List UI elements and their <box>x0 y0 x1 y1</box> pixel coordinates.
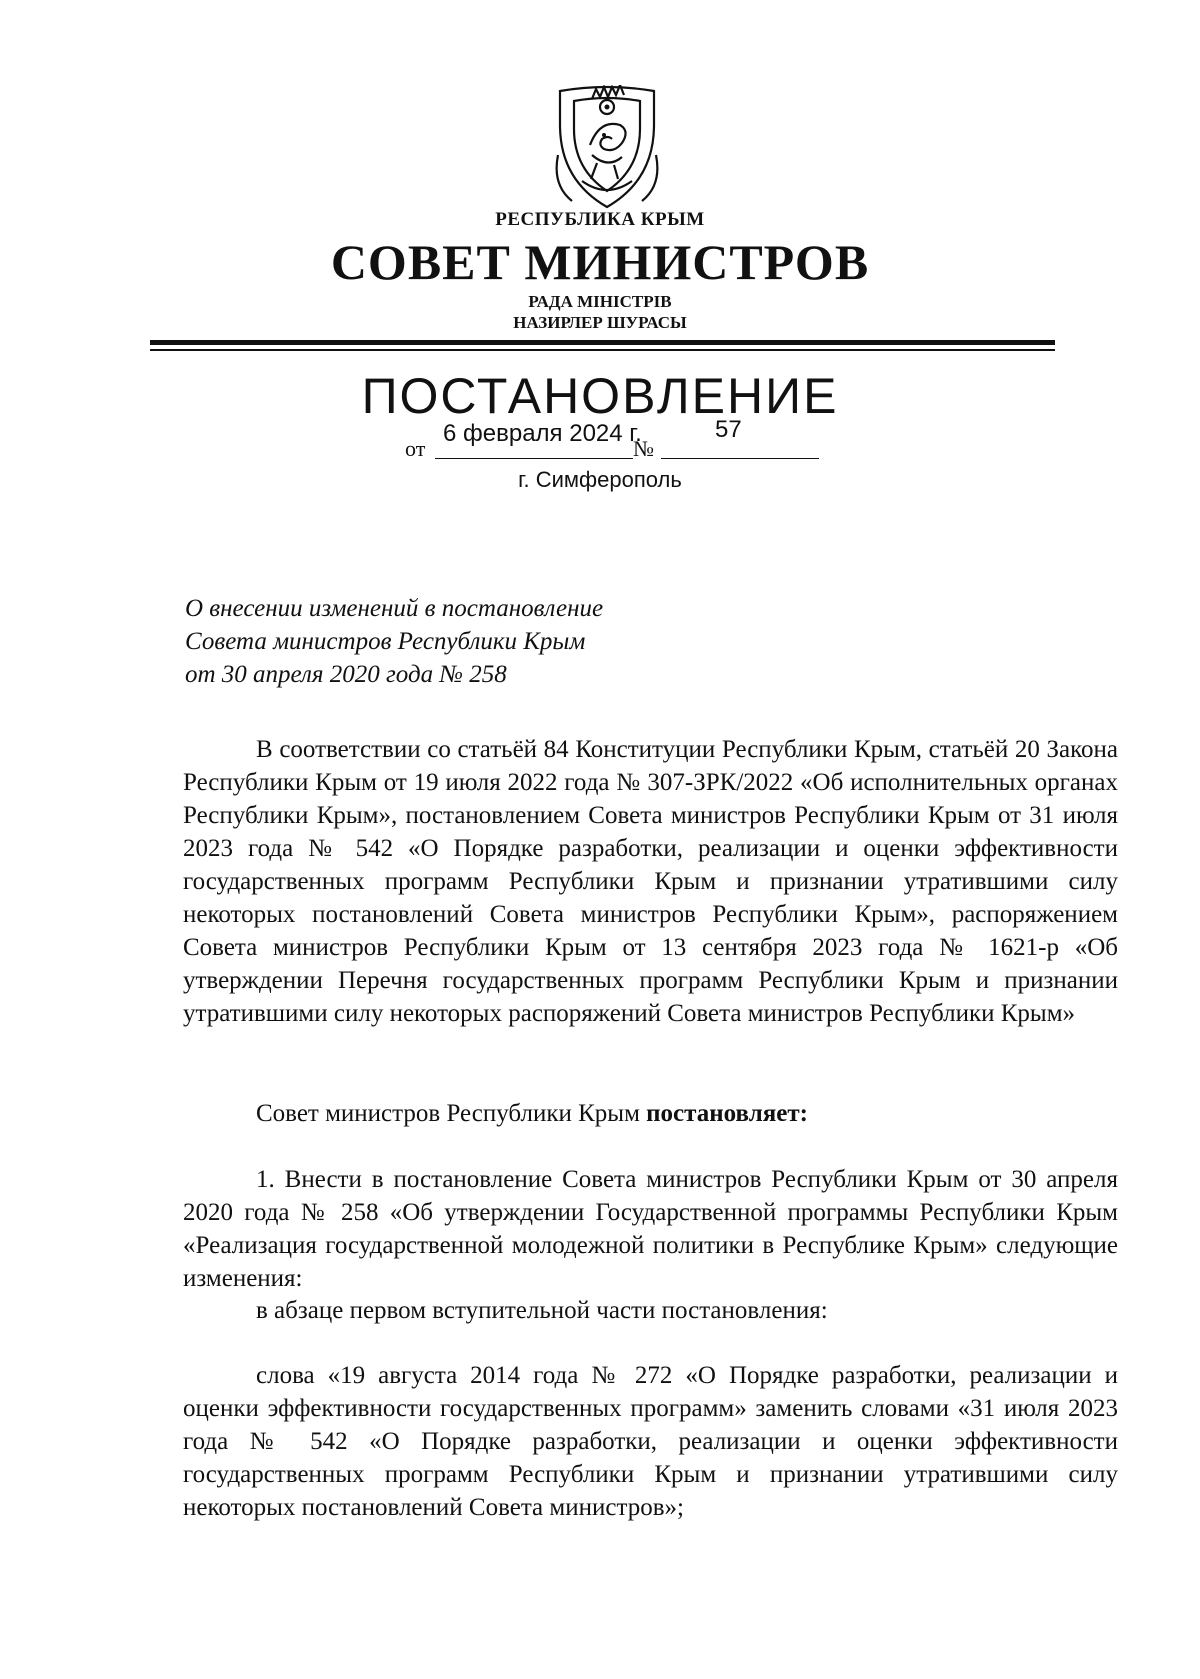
paragraph-text: в абзаце первом вступительной части постановления: <box>256 1297 828 1324</box>
crimea-coat-of-arms-icon <box>552 85 662 215</box>
council-title-crimean-tatar: НАЗИРЛЕР ШУРАСЫ <box>513 313 687 332</box>
resolves-paragraph <box>183 1097 1118 1130</box>
paragraph-text: 1. Внести в постановление Совета министров Республики Крым от 30 апреля 2020 года № 258 «Об утверждении Государственной программы Республики Крым «Реализация государственной молодежной политики в Республике Крым» следующие изменения: <box>183 1166 1118 1292</box>
paragraph-text: В соответствии со статьёй 84 Конституции Республики Крым, статьёй 20 Закона Республики Крым от 19 июля 2022 года № 307-ЗРК/2022 «Об исполнительных органах Республики Крым», постановлением Совета министров Республики Крым от 31 июля 2023 года № 542 «О Порядке разработки, реализации и оценки эффективности государственных программ Республики Крым и признании утратившими силу некоторых постановлений Совета министров Республики Крым», распоряжением Совета министров Республики Крым от 13 сентября 2023 года № 1621-р «Об утверждении Перечня государственных программ Республики Крым и признании утратившими силу некоторых распоряжений Совета министров Республики Крым» <box>183 736 1118 1027</box>
decree-number: 57 <box>715 416 742 443</box>
date-label: от <box>405 436 426 461</box>
header-divider-thin <box>150 349 1055 351</box>
subject-line: О внесении изменений в постановление <box>185 595 604 622</box>
council-title-ukrainian: РАДА МІНІСТРІВ <box>528 292 672 311</box>
clause-paragraph <box>183 1359 1118 1524</box>
number-underline <box>661 458 819 459</box>
date-number-line <box>405 416 825 461</box>
subject-line: от 30 апреля 2020 года № 258 <box>185 661 507 688</box>
resolves-keyword: постановляет: <box>646 1100 808 1127</box>
clause-paragraph <box>183 1294 1118 1327</box>
resolves-text: Совет министров Республики Крым <box>256 1100 647 1127</box>
decree-subject <box>185 592 785 691</box>
preamble-paragraph <box>183 733 1118 1030</box>
paragraph-text: слова «19 августа 2014 года № 272 «О Порядке разработки, реализации и оценки эффективности государственных программ» заменить словами «31 июля 2023 года № 542 «О Порядке разработки, реализации и оценки эффективности государственных программ Республики Крым и признании утратившими силу некоторых постановлений Совета министров»; <box>183 1362 1118 1521</box>
council-title: СОВЕТ МИНИСТРОВ <box>330 234 870 290</box>
header-divider-thick <box>150 340 1055 345</box>
paragraph-text <box>183 1097 1118 1130</box>
decree-title: ПОСТАНОВЛЕНИЕ <box>361 368 839 424</box>
number-label: № <box>633 436 654 461</box>
city-name: г. Симферополь <box>518 467 682 492</box>
date-underline <box>435 458 633 459</box>
decree-date: 6 февраля 2024 г. <box>443 420 642 447</box>
republic-name: РЕСПУБЛИКА КРЫМ <box>495 209 705 230</box>
clause-1-paragraph <box>183 1163 1118 1295</box>
subject-line: Совета министров Республики Крым <box>185 628 586 655</box>
